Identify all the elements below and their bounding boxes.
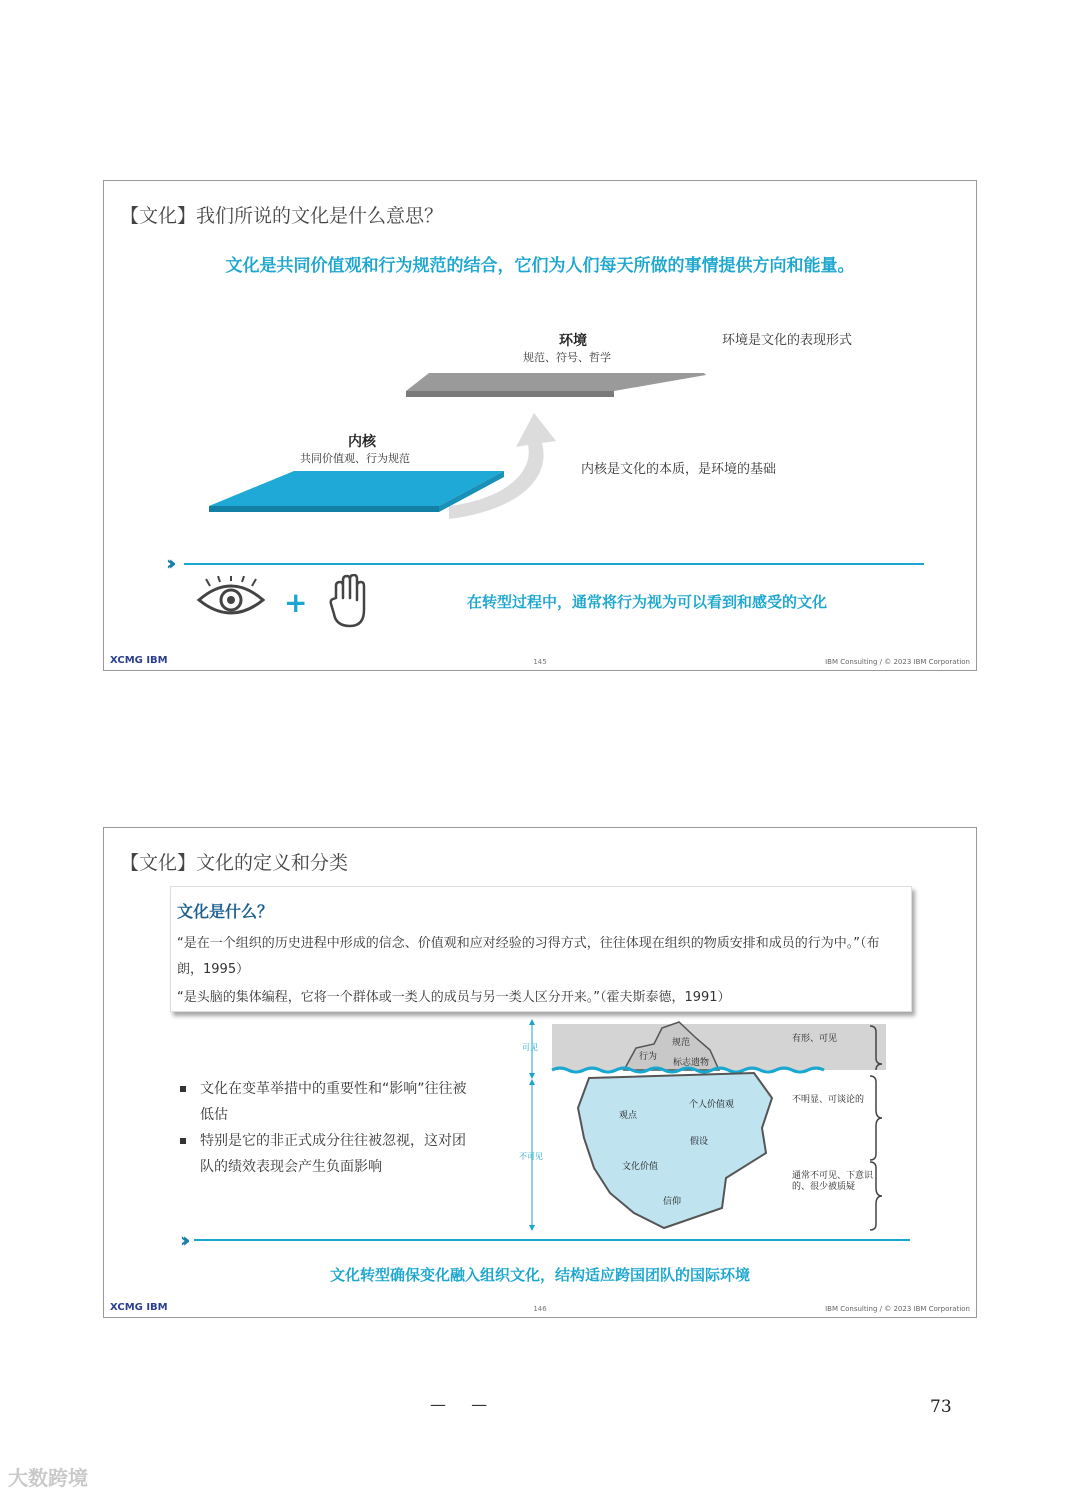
- hand-icon: [328, 574, 370, 630]
- quote-brown: “是在一个组织的历史进程中形成的信念、价值观和应对经验的习得方式，往往体现在组织的物质安排和成员的行为中。”（布朗，1995）: [177, 936, 880, 977]
- visible-label: 可见: [522, 1043, 538, 1052]
- transform-statement: 在转型过程中，通常将行为视为可以看到和感受的文化: [467, 593, 828, 611]
- chevron-right-icon: ››: [180, 1228, 185, 1252]
- quote-hofstede: “是头脑的集体编程，它将一个群体或一类人的成员与另一类人区分开来。”（霍夫斯泰德，1991）: [177, 990, 731, 1005]
- bullet-list: [178, 1076, 478, 1180]
- xcmg-ibm-logo: XCMG IBM: [110, 655, 168, 666]
- conclusion-statement: 文化转型确保变化融入组织文化，结构适应跨国团队的国际环境: [329, 1266, 750, 1284]
- iceberg-diagram: [514, 1018, 974, 1238]
- slide-146: [103, 827, 977, 1318]
- growth-arrow: [449, 413, 556, 519]
- definition-heading: 文化是什么？: [177, 902, 274, 921]
- iceberg-label-behavior: 行为: [639, 1052, 658, 1062]
- lead-statement: 文化是共同价值观和行为规范的结合，它们为人们每天所做的事情提供方向和能量。: [225, 256, 855, 276]
- watermark-logo: 大数跨境: [8, 1466, 88, 1490]
- iceberg-label-views: 观点: [619, 1111, 638, 1121]
- environment-plate: [406, 373, 706, 391]
- slide-page-number: 145: [533, 658, 547, 666]
- environment-subtitle: 规范、符号、哲学: [523, 351, 611, 364]
- environment-plate-edge: [406, 391, 614, 397]
- label-tangible: 有形、可见: [792, 1034, 838, 1044]
- definition-box: [170, 886, 912, 1012]
- bullet-item: 特别是它的非正式成分往往被忽视，这对团队的绩效表现会产生负面影响: [178, 1128, 478, 1180]
- environment-title: 环境: [559, 333, 587, 349]
- eye-icon: [196, 576, 266, 622]
- plus-sign: +: [284, 586, 308, 619]
- divider-line: [184, 563, 924, 565]
- environment-description: 环境是文化的表现形式: [722, 333, 853, 348]
- label-discussable: 不明显、可谈论的: [792, 1095, 865, 1105]
- iceberg-label-artifacts: 标志遗物: [673, 1058, 710, 1068]
- label-subconscious: 通常不可见、下意识的、很少被质疑: [792, 1171, 874, 1192]
- iceberg-label-norms: 规范: [672, 1038, 691, 1048]
- iceberg-label-assumptions: 假设: [690, 1137, 709, 1147]
- slide-title: 【文化】文化的定义和分类: [120, 852, 349, 874]
- core-plate-edge: [209, 506, 439, 512]
- copyright: IBM Consulting / © 2023 IBM Corporation: [825, 658, 970, 666]
- bullet-item: 文化在变革举措中的重要性和“影响”往往被低估: [178, 1076, 478, 1128]
- copyright: IBM Consulting / © 2023 IBM Corporation: [825, 1305, 970, 1313]
- core-description: 内核是文化的本质，是环境的基础: [581, 462, 777, 477]
- chevron-right-icon: ››: [166, 551, 171, 575]
- slide-page-number: 146: [533, 1305, 547, 1313]
- iceberg-label-cultural-values: 文化价值: [622, 1162, 659, 1172]
- core-subtitle: 共同价值观、行为规范: [300, 452, 410, 465]
- page-number: 73: [930, 1397, 952, 1417]
- iceberg-label-personal-values: 个人价值观: [689, 1100, 735, 1110]
- slide-145: [103, 180, 977, 671]
- page-dashes: — —: [430, 1395, 498, 1414]
- iceberg-label-beliefs: 信仰: [663, 1197, 682, 1207]
- divider-line: [194, 1239, 910, 1241]
- xcmg-ibm-logo: XCMG IBM: [110, 1302, 168, 1313]
- invisible-label: 不可见: [519, 1152, 543, 1161]
- core-title: 内核: [348, 434, 376, 450]
- slide-title: 【文化】我们所说的文化是什么意思？: [120, 205, 444, 227]
